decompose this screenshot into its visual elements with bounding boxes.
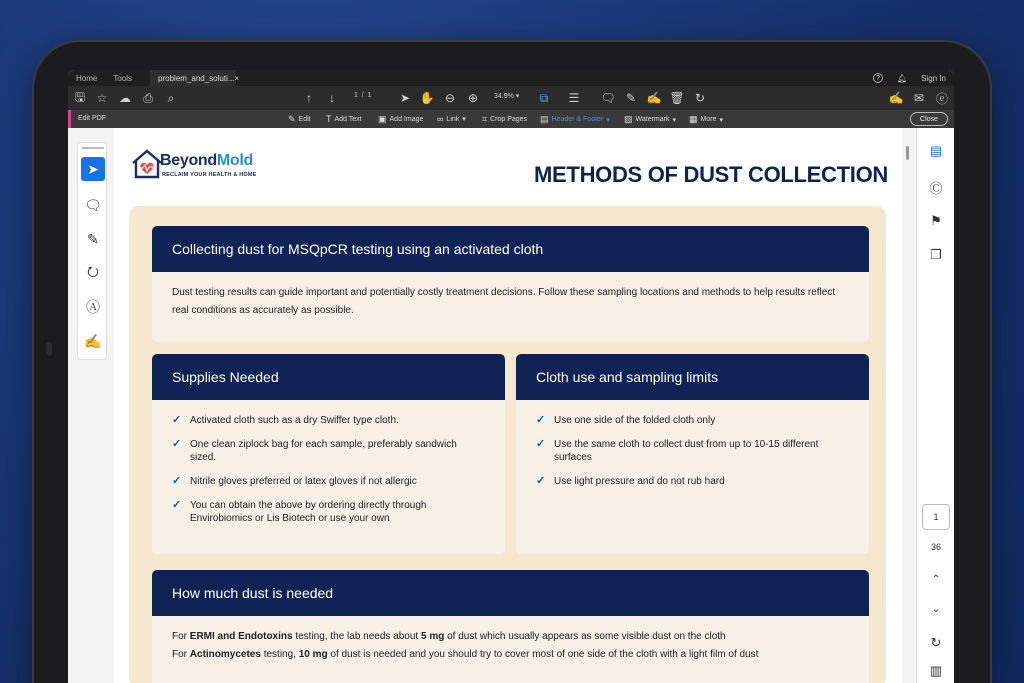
text-span: of dust which usually appears as some visible dust on the cloth — [444, 631, 726, 642]
header-footer-label: Header & Footer — [551, 116, 604, 123]
actinomycetes-line — [172, 646, 849, 664]
rotate-icon[interactable]: ↻ — [694, 91, 706, 105]
crop-icon: ⌗ — [482, 114, 488, 124]
more-tool[interactable] — [689, 114, 723, 125]
check-icon: ✓ — [536, 475, 546, 487]
bookmark-icon[interactable]: ⚑ — [930, 213, 942, 228]
ermi-line — [172, 628, 849, 646]
add-text-tool[interactable] — [326, 114, 362, 124]
cloth-card — [516, 354, 869, 554]
text-icon: T — [326, 114, 332, 124]
page-total: 1 — [367, 92, 372, 99]
intro-heading: Collecting dust for MSQpCR testing using an activated cloth — [152, 226, 869, 272]
supplies-heading: Supplies Needed — [152, 354, 505, 400]
check-icon: ✓ — [536, 438, 546, 450]
edit-tool-label: Edit — [298, 116, 311, 123]
add-comment-icon[interactable]: 🗨︎ — [84, 196, 102, 213]
edit-pdf-panel-icon[interactable]: ▤ — [929, 143, 943, 158]
tab-home[interactable]: Home — [76, 73, 98, 83]
search-icon[interactable]: ⌕ — [167, 90, 175, 105]
link-label: Link — [446, 115, 460, 123]
highlight-icon[interactable]: ✍ — [646, 91, 662, 105]
list-item-text: Use light pressure and do not rub hard — [554, 476, 725, 487]
watermark-label: Watermark — [635, 116, 670, 123]
chevron-down-icon[interactable]: ⌄ — [931, 603, 941, 615]
bell-icon[interactable]: 🔔︎ — [896, 73, 908, 83]
chevron-up-icon[interactable]: ⌃ — [931, 573, 941, 585]
list-item-text: One clean ziplock bag for each sample, preferably sandwich sized. — [190, 439, 457, 463]
fit-page-icon[interactable]: ⧉ — [539, 90, 549, 105]
draw-pen-icon[interactable]: ✎ — [87, 230, 99, 247]
page-thumbnail-icon[interactable]: ▥ — [929, 663, 943, 678]
list-item-text: Activated cloth such as a dry Swiffer type cloth. — [190, 415, 399, 426]
supplies-card — [152, 354, 505, 554]
pen-icon[interactable]: ✎ — [625, 91, 637, 105]
pdf-page — [114, 128, 902, 683]
add-image-label: Add Image — [389, 116, 424, 123]
close-edit-button[interactable]: Close — [910, 112, 948, 126]
save-icon[interactable]: 🖫︎ — [74, 89, 86, 104]
bold-span: 5 mg — [421, 631, 445, 642]
brand-name-part1: Beyond — [160, 152, 217, 169]
fill-sign-icon[interactable]: ✍ — [888, 91, 904, 105]
list-item — [172, 475, 485, 488]
sign-icon[interactable]: ✍ — [84, 332, 102, 349]
list-item-text: Use one side of the folded cloth only — [554, 415, 716, 426]
zoom-level[interactable]: 34.9% ▾ — [494, 93, 520, 100]
tab-document-label: problem_and_soluti... — [158, 73, 235, 83]
page-number-box[interactable]: 1 — [922, 504, 950, 530]
edit-icon: ✎ — [288, 114, 296, 124]
right-sidebar — [916, 128, 954, 683]
pages-icon[interactable]: ❐ — [930, 247, 942, 262]
edit-mode-indicator — [68, 110, 71, 128]
text-span: of dust is needed and you should try to cover most of one side of the cloth with a light film of dust — [327, 649, 759, 660]
crop-pages-label: Crop Pages — [490, 116, 528, 123]
page-down-icon[interactable]: ↓ — [329, 91, 335, 105]
chevron-down-icon: ▾ — [462, 116, 466, 123]
zoom-out-icon[interactable]: ⊖ — [444, 91, 456, 105]
help-icon[interactable]: ? — [873, 73, 883, 83]
more-icon: ▦ — [689, 114, 698, 124]
list-item — [536, 414, 849, 427]
star-icon[interactable]: ☆ — [96, 91, 108, 105]
brand-name — [160, 152, 253, 170]
header-footer-tool[interactable] — [540, 114, 610, 125]
more-label: More — [700, 116, 717, 123]
page-separator: / — [361, 92, 364, 99]
zoom-in-icon[interactable]: ⊕ — [467, 91, 479, 105]
brand-tagline: RECLAIM YOUR HEALTH & HOME — [162, 172, 257, 178]
chevron-down-icon: ▾ — [672, 116, 676, 124]
supplies-list — [152, 400, 505, 525]
brand-logo — [130, 146, 280, 186]
link-tool[interactable] — [437, 114, 466, 124]
tab-document[interactable] — [150, 70, 240, 86]
chevron-down-icon: ▾ — [606, 116, 610, 124]
check-icon: ✓ — [172, 499, 182, 511]
edit-mode-label: Edit PDF — [78, 115, 107, 122]
refresh-icon[interactable]: ↻ — [930, 635, 942, 650]
page-count: 36 — [930, 542, 941, 552]
acrobat-window — [68, 70, 954, 683]
main-toolbar — [68, 86, 954, 110]
list-item-text: Use the same cloth to collect dust from up to 10-15 different surfaces — [554, 439, 819, 463]
camera-dot — [46, 342, 52, 356]
title-bar — [68, 70, 954, 86]
link-icon: ∞ — [437, 114, 444, 124]
list-item-text: You can obtain the above by ordering directly through Envirobiomics or Lis Biotech or use your own — [190, 500, 427, 524]
bold-span: ERMI and Endotoxins — [189, 631, 293, 642]
cloud-upload-icon[interactable]: ☁ — [119, 91, 131, 105]
watermark-icon: ▧ — [624, 114, 633, 124]
list-item — [536, 475, 849, 488]
sign-in-link[interactable]: Sign In — [921, 73, 946, 83]
select-tool-icon[interactable]: ➤ — [81, 157, 105, 181]
page-up-icon[interactable]: ↑ — [306, 91, 312, 105]
mail-icon[interactable]: ✉ — [913, 91, 925, 105]
chevron-down-icon: ▾ — [719, 116, 723, 124]
text-span: For — [172, 631, 190, 642]
house-heart-icon — [130, 148, 164, 180]
page-title: METHODS OF DUST COLLECTION — [534, 162, 888, 187]
edit-text-tool[interactable] — [288, 114, 311, 125]
scroll-mode-icon[interactable]: ☰ — [568, 91, 580, 105]
amount-heading: How much dust is needed — [152, 570, 869, 616]
image-icon: ▣ — [378, 114, 387, 124]
document-viewport[interactable] — [114, 128, 902, 683]
text-span: testing, the lab needs about — [292, 631, 421, 642]
add-image-tool[interactable] — [378, 114, 423, 125]
cloth-heading: Cloth use and sampling limits — [516, 354, 869, 400]
intro-card — [152, 226, 869, 342]
brand-name-part2: Mold — [216, 152, 253, 169]
bold-span: Actinomycetes — [189, 649, 261, 660]
list-item — [536, 438, 849, 464]
check-icon: ✓ — [172, 414, 182, 426]
text-span: testing, — [260, 649, 299, 660]
header-footer-icon: ▤ — [540, 114, 549, 124]
add-text-label: Add Text — [334, 115, 362, 123]
lasso-icon[interactable]: ⭮ — [87, 263, 99, 279]
intro-body: Dust testing results can guide important and potentially costly treatment decisions. Follow these sampling locations and methods to help results reflect real conditions as accurately as possible. — [172, 287, 836, 316]
list-item — [172, 414, 485, 427]
amount-card — [152, 570, 869, 683]
list-item-text: Nitrile gloves preferred or latex gloves if not allergic — [190, 476, 417, 487]
cloth-list — [516, 400, 869, 488]
check-icon: ✓ — [172, 438, 182, 450]
text-box-icon[interactable]: Ⓐ — [86, 299, 100, 315]
print-icon[interactable]: ⎙ — [143, 90, 153, 105]
comments-icon[interactable]: Ⓒ — [929, 180, 943, 196]
page-indicator[interactable] — [354, 92, 372, 99]
hand-tool-icon[interactable]: ✋ — [419, 91, 435, 105]
list-item — [172, 499, 485, 525]
zoom-value: 34.9% — [494, 93, 514, 100]
content-background — [129, 206, 886, 683]
left-tools-panel — [77, 142, 107, 360]
bold-span: 10 mg — [298, 649, 328, 660]
comment-icon[interactable]: 🗨︎ — [600, 91, 616, 105]
tab-tools[interactable]: Tools — [113, 73, 133, 83]
text-span: For — [172, 649, 190, 660]
edit-pdf-bar — [68, 110, 954, 128]
crop-pages-tool[interactable] — [482, 114, 527, 125]
account-icon[interactable]: ⓔ — [935, 91, 948, 106]
close-tab-icon[interactable]: × — [234, 73, 240, 83]
list-item — [172, 438, 485, 464]
trash-icon[interactable]: 🗑︎ — [669, 91, 685, 105]
page-current[interactable]: 1 — [354, 92, 358, 99]
vertical-scrollbar[interactable] — [906, 146, 909, 160]
watermark-tool[interactable] — [624, 114, 676, 125]
check-icon: ✓ — [172, 475, 182, 487]
panel-grip[interactable] — [82, 147, 104, 149]
select-cursor-icon[interactable]: ➤ — [399, 91, 411, 105]
amount-body — [152, 616, 869, 676]
check-icon: ✓ — [536, 414, 546, 426]
